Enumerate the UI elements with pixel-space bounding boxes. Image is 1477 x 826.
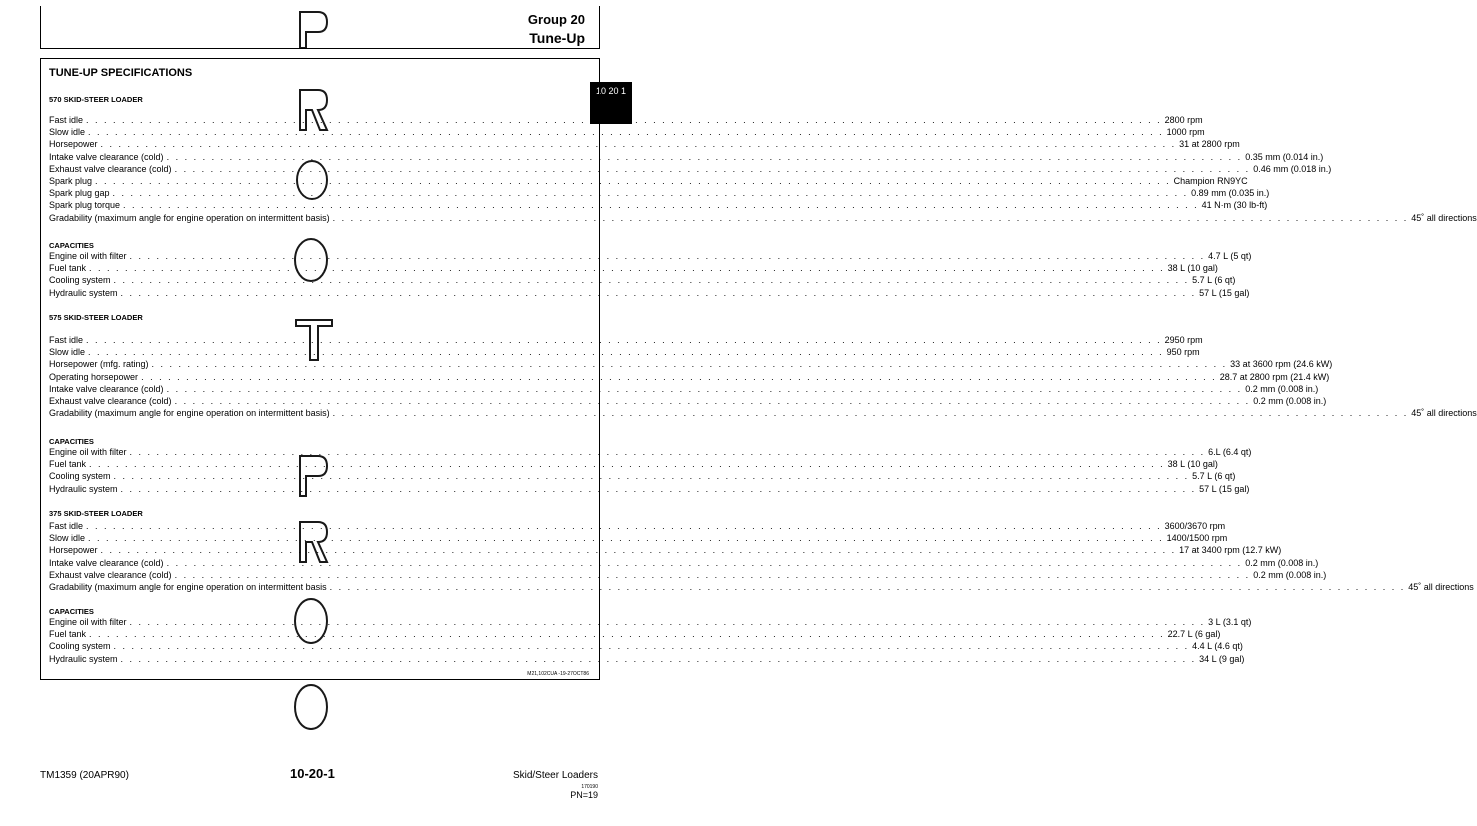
spec-label: Spark plug gap <box>49 188 110 199</box>
footer-pn: PN=19 <box>570 790 598 800</box>
spec-row <box>49 176 1248 188</box>
spec-value: 3600/3670 rpm <box>1164 521 1226 531</box>
spec-label: Spark plug <box>49 176 93 186</box>
spec-value: 45˚ all directions <box>1411 408 1477 419</box>
spec-row <box>49 521 1226 533</box>
spec-label: Fast idle <box>49 115 84 125</box>
spec-row <box>49 251 1252 263</box>
spec-row <box>49 188 1270 200</box>
spec-row <box>49 275 1236 287</box>
leader-dots: . . . . . . . . . . . . . . . . . . . . . . . . . . . . . . . . . . . . . . . . . . . . . . . . . . . . . . . . . . . . . . . . . . . . . . . . . . . . . . . . . . . . . . . . . . . . . . . . . . . . . . . . . . . . . . . . . . . . . . . . <box>174 569 1251 580</box>
spec-value: 2800 rpm <box>1164 115 1203 125</box>
spec-row <box>49 115 1203 127</box>
leader-dots: . . . . . . . . . . . . . . . . . . . . . . . . . . . . . . . . . . . . . . . . . . . . . . . . . . . . . . . . . . . . . . . . . . . . . . . . . . . . . . . . . . . . . . . . . . . . . . . . . . . . . . . . . . . . . . . . . . . . . . . . <box>120 483 1197 494</box>
leader-dots: . . . . . . . . . . . . . . . . . . . . . . . . . . . . . . . . . . . . . . . . . . . . . . . . . . . . . . . . . . . . . . . . . . . . . . . . . . . . . . . . . . . . . . . . . . . . . . . . . . . . . . . . . . . . . . . . . . . . . . . . <box>113 471 1190 482</box>
spec-label: Fast idle <box>49 335 84 345</box>
spec-value: 57 L (15 gal) <box>1199 287 1250 298</box>
leader-dots: . . . . . . . . . . . . . . . . . . . . . . . . . . . . . . . . . . . . . . . . . . . . . . . . . . . . . . . . . . . . . . . . . . . . . . . . . . . . . . . . . . . . . . . . . . . . . . . . . . . . . . . . . . . . . . . . . . . . . . . . <box>112 188 1189 199</box>
loader-575-heading: 575 SKID-STEER LOADER <box>49 313 143 322</box>
loader-375-capacities-heading: CAPACITIES <box>49 607 94 616</box>
spec-row <box>49 163 1332 176</box>
leader-dots: . . . . . . . . . . . . . . . . . . . . . . . . . . . . . . . . . . . . . . . . . . . . . . . . . . . . . . . . . . . . . . . . . . . . . . . . . . . . . . . . . . . . . . . . . . . . . . . . . . . . . . . . . . . . . . . . . . . . . . . . <box>88 127 1164 138</box>
spec-row <box>49 383 1319 396</box>
spec-value: Champion RN9YC <box>1173 176 1248 186</box>
spec-label: Engine oil with filter <box>49 251 127 261</box>
spec-value: 0.2 mm (0.008 in.) <box>1245 383 1319 394</box>
spec-value: 45˚ all directions <box>1411 212 1477 223</box>
spec-value: 5.7 L (6 qt) <box>1192 471 1236 482</box>
spec-value: 45˚ all directions <box>1408 582 1474 592</box>
leader-dots: . . . . . . . . . . . . . . . . . . . . . . . . . . . . . . . . . . . . . . . . . . . . . . . . . . . . . . . . . . . . . . . . . . . . . . . . . . . . . . . . . . . . . . . . . . . . . . . . . . . . . . . . . . . . . . . . . . . . . . . . <box>129 447 1206 457</box>
leader-dots: . . . . . . . . . . . . . . . . . . . . . . . . . . . . . . . . . . . . . . . . . . . . . . . . . . . . . . . . . . . . . . . . . . . . . . . . . . . . . . . . . . . . . . . . . . . . . . . . . . . . . . . . . . . . . . . . . . . . . . . . <box>174 163 1251 174</box>
spec-label: Engine oil with filter <box>49 447 127 457</box>
spec-row <box>49 408 1477 420</box>
spec-value: 17 at 3400 rpm (12.7 kW) <box>1179 545 1282 556</box>
spec-value: 0.89 mm (0.035 in.) <box>1191 188 1270 199</box>
leader-dots: . . . . . . . . . . . . . . . . . . . . . . . . . . . . . . . . . . . . . . . . . . . . . . . . . . . . . . . . . . . . . . . . . . . . . . . . . . . . . . . . . . . . . . . . . . . . . . . . . . . . . . . . . . . . . . . . . . . . . . . . <box>89 263 1165 274</box>
spec-row <box>49 629 1221 641</box>
specifications-title: TUNE-UP SPECIFICATIONS <box>49 67 193 79</box>
spec-value: 34 L (9 gal) <box>1199 653 1245 664</box>
spec-value: 38 L (10 gal) <box>1167 459 1218 470</box>
spec-label: Operating horsepower <box>49 371 139 382</box>
spec-value: 3 L (3.1 qt) <box>1208 617 1252 627</box>
leader-dots: . . . . . . . . . . . . . . . . . . . . . . . . . . . . . . . . . . . . . . . . . . . . . . . . . . . . . . . . . . . . . . . . . . . . . . . . . . . . . . . . . . . . . . . . . . . . . . . . . . . . . . . . . . . . . . . . . . . . . . . . <box>120 287 1197 298</box>
leader-dots: . . . . . . . . . . . . . . . . . . . . . . . . . . . . . . . . . . . . . . . . . . . . . . . . . . . . . . . . . . . . . . . . . . . . . . . . . . . . . . . . . . . . . . . . . . . . . . . . . . . . . . . . . . . . . . . . . . . . . . . . <box>86 115 1162 125</box>
loader-375-heading: 375 SKID-STEER LOADER <box>49 509 143 518</box>
spec-row <box>49 200 1268 212</box>
section-tab: 10 20 1 <box>590 82 632 124</box>
spec-row <box>49 641 1243 653</box>
figure-footnote: M21,102CUA -19-27OCT86 <box>527 671 589 677</box>
spec-row <box>49 533 1228 545</box>
spec-label: Exhaust valve clearance (cold) <box>49 163 172 174</box>
spec-label: Horsepower <box>49 139 98 150</box>
group-title: Tune-Up <box>529 30 585 46</box>
spec-value: 22.7 L (6 gal) <box>1167 629 1221 640</box>
spec-row <box>49 212 1477 225</box>
spec-label: Intake valve clearance (cold) <box>49 151 164 162</box>
group-number: Group 20 <box>527 12 585 27</box>
spec-row <box>49 617 1252 629</box>
spec-value: 0.2 mm (0.008 in.) <box>1253 569 1327 580</box>
spec-row <box>49 359 1333 371</box>
leader-dots: . . . . . . . . . . . . . . . . . . . . . . . . . . . . . . . . . . . . . . . . . . . . . . . . . . . . . . . . . . . . . . . . . . . . . . . . . . . . . . . . . . . . . . . . . . . . . . . . . . . . . . . . . . . . . . . . . . . . . . . . <box>329 582 1406 592</box>
spec-label: Fuel tank <box>49 263 87 274</box>
watermark-o-4 <box>292 682 330 732</box>
spec-label: Gradability (maximum angle for engine operation on intermittent basis <box>49 582 327 592</box>
spec-value: 28.7 at 2800 rpm (21.4 kW) <box>1219 371 1330 382</box>
spec-label: Fast idle <box>49 521 84 531</box>
spec-label: Cooling system <box>49 641 111 652</box>
spec-row <box>49 396 1327 408</box>
spec-row <box>49 582 1474 594</box>
leader-dots: . . . . . . . . . . . . . . . . . . . . . . . . . . . . . . . . . . . . . . . . . . . . . . . . . . . . . . . . . . . . . . . . . . . . . . . . . . . . . . . . . . . . . . . . . . . . . . . . . . . . . . . . . . . . . . . . . . . . . . . . <box>88 533 1164 544</box>
leader-dots: . . . . . . . . . . . . . . . . . . . . . . . . . . . . . . . . . . . . . . . . . . . . . . . . . . . . . . . . . . . . . . . . . . . . . . . . . . . . . . . . . . . . . . . . . . . . . . . . . . . . . . . . . . . . . . . . . . . . . . . . <box>86 335 1162 345</box>
leader-dots: . . . . . . . . . . . . . . . . . . . . . . . . . . . . . . . . . . . . . . . . . . . . . . . . . . . . . . . . . . . . . . . . . . . . . . . . . . . . . . . . . . . . . . . . . . . . . . . . . . . . . . . . . . . . . . . . . . . . . . . . <box>95 176 1171 186</box>
spec-value: 0.35 mm (0.014 in.) <box>1245 151 1324 162</box>
spec-label: Gradability (maximum angle for engine operation on intermittent basis) <box>49 212 330 223</box>
spec-label: Cooling system <box>49 275 111 286</box>
spec-value: 6.L (6.4 qt) <box>1208 447 1252 457</box>
leader-dots: . . . . . . . . . . . . . . . . . . . . . . . . . . . . . . . . . . . . . . . . . . . . . . . . . . . . . . . . . . . . . . . . . . . . . . . . . . . . . . . . . . . . . . . . . . . . . . . . . . . . . . . . . . . . . . . . . . . . . . . . <box>166 151 1243 162</box>
loader-575-capacities-heading: CAPACITIES <box>49 437 94 446</box>
spec-row <box>49 151 1324 164</box>
spec-label: Spark plug torque <box>49 200 121 211</box>
leader-dots: . . . . . . . . . . . . . . . . . . . . . . . . . . . . . . . . . . . . . . . . . . . . . . . . . . . . . . . . . . . . . . . . . . . . . . . . . . . . . . . . . . . . . . . . . . . . . . . . . . . . . . . . . . . . . . . . . . . . . . . . <box>89 629 1165 640</box>
leader-dots: . . . . . . . . . . . . . . . . . . . . . . . . . . . . . . . . . . . . . . . . . . . . . . . . . . . . . . . . . . . . . . . . . . . . . . . . . . . . . . . . . . . . . . . . . . . . . . . . . . . . . . . . . . . . . . . . . . . . . . . . <box>86 521 1162 531</box>
spec-value: 31 at 2800 rpm <box>1179 139 1240 150</box>
leader-dots: . . . . . . . . . . . . . . . . . . . . . . . . . . . . . . . . . . . . . . . . . . . . . . . . . . . . . . . . . . . . . . . . . . . . . . . . . . . . . . . . . . . . . . . . . . . . . . . . . . . . . . . . . . . . . . . . . . . . . . . . <box>332 408 1409 419</box>
spec-value: 0.2 mm (0.008 in.) <box>1245 557 1319 568</box>
spec-value: 950 rpm <box>1166 347 1200 358</box>
leader-dots: . . . . . . . . . . . . . . . . . . . . . . . . . . . . . . . . . . . . . . . . . . . . . . . . . . . . . . . . . . . . . . . . . . . . . . . . . . . . . . . . . . . . . . . . . . . . . . . . . . . . . . . . . . . . . . . . . . . . . . . . <box>166 383 1243 394</box>
spec-label: Exhaust valve clearance (cold) <box>49 569 172 580</box>
spec-value: 33 at 3600 rpm (24.6 kW) <box>1230 359 1333 370</box>
leader-dots: . . . . . . . . . . . . . . . . . . . . . . . . . . . . . . . . . . . . . . . . . . . . . . . . . . . . . . . . . . . . . . . . . . . . . . . . . . . . . . . . . . . . . . . . . . . . . . . . . . . . . . . . . . . . . . . . . . . . . . . . <box>113 275 1190 286</box>
spec-row <box>49 371 1330 384</box>
spec-value: 0.46 mm (0.018 in.) <box>1253 163 1332 174</box>
loader-570-heading: 570 SKID-STEER LOADER <box>49 95 143 104</box>
spec-label: Gradability (maximum angle for engine operation on intermittent basis) <box>49 408 330 419</box>
spec-value: 5.7 L (6 qt) <box>1192 275 1236 286</box>
leader-dots: . . . . . . . . . . . . . . . . . . . . . . . . . . . . . . . . . . . . . . . . . . . . . . . . . . . . . . . . . . . . . . . . . . . . . . . . . . . . . . . . . . . . . . . . . . . . . . . . . . . . . . . . . . . . . . . . . . . . . . . . <box>100 139 1177 150</box>
spec-label: Hydraulic system <box>49 653 118 664</box>
spec-label: Fuel tank <box>49 629 87 640</box>
spec-value: 38 L (10 gal) <box>1167 263 1218 274</box>
leader-dots: . . . . . . . . . . . . . . . . . . . . . . . . . . . . . . . . . . . . . . . . . . . . . . . . . . . . . . . . . . . . . . . . . . . . . . . . . . . . . . . . . . . . . . . . . . . . . . . . . . . . . . . . . . . . . . . . . . . . . . . . <box>174 396 1251 406</box>
spec-label: Hydraulic system <box>49 287 118 298</box>
spec-value: 4.4 L (4.6 qt) <box>1192 641 1243 652</box>
spec-label: Engine oil with filter <box>49 617 127 627</box>
spec-row <box>49 139 1240 151</box>
spec-value: 1000 rpm <box>1166 127 1205 138</box>
leader-dots: . . . . . . . . . . . . . . . . . . . . . . . . . . . . . . . . . . . . . . . . . . . . . . . . . . . . . . . . . . . . . . . . . . . . . . . . . . . . . . . . . . . . . . . . . . . . . . . . . . . . . . . . . . . . . . . . . . . . . . . . <box>89 459 1165 470</box>
spec-row <box>49 127 1205 139</box>
spec-row <box>49 335 1203 347</box>
loader-570-capacities-heading: CAPACITIES <box>49 241 94 250</box>
spec-label: Horsepower (mfg. rating) <box>49 359 149 370</box>
spec-row <box>49 347 1200 359</box>
footer-page-number: 10-20-1 <box>290 766 335 781</box>
spec-value: 41 N·m (30 lb-ft) <box>1201 200 1268 211</box>
spec-label: Slow idle <box>49 127 86 138</box>
leader-dots: . . . . . . . . . . . . . . . . . . . . . . . . . . . . . . . . . . . . . . . . . . . . . . . . . . . . . . . . . . . . . . . . . . . . . . . . . . . . . . . . . . . . . . . . . . . . . . . . . . . . . . . . . . . . . . . . . . . . . . . . <box>332 212 1409 223</box>
spec-value: 4.7 L (5 qt) <box>1208 251 1252 261</box>
spec-label: Slow idle <box>49 347 86 358</box>
leader-dots: . . . . . . . . . . . . . . . . . . . . . . . . . . . . . . . . . . . . . . . . . . . . . . . . . . . . . . . . . . . . . . . . . . . . . . . . . . . . . . . . . . . . . . . . . . . . . . . . . . . . . . . . . . . . . . . . . . . . . . . . <box>129 617 1206 627</box>
spec-value: 0.2 mm (0.008 in.) <box>1253 396 1327 406</box>
spec-label: Fuel tank <box>49 459 87 470</box>
spec-label: Intake valve clearance (cold) <box>49 383 164 394</box>
spec-row <box>49 471 1236 483</box>
spec-row <box>49 263 1218 275</box>
spec-row <box>49 483 1250 496</box>
leader-dots: . . . . . . . . . . . . . . . . . . . . . . . . . . . . . . . . . . . . . . . . . . . . . . . . . . . . . . . . . . . . . . . . . . . . . . . . . . . . . . . . . . . . . . . . . . . . . . . . . . . . . . . . . . . . . . . . . . . . . . . . <box>166 557 1243 568</box>
spec-value: 2950 rpm <box>1164 335 1203 345</box>
watermark-p-1 <box>294 10 330 50</box>
leader-dots: . . . . . . . . . . . . . . . . . . . . . . . . . . . . . . . . . . . . . . . . . . . . . . . . . . . . . . . . . . . . . . . . . . . . . . . . . . . . . . . . . . . . . . . . . . . . . . . . . . . . . . . . . . . . . . . . . . . . . . . . <box>129 251 1206 261</box>
leader-dots: . . . . . . . . . . . . . . . . . . . . . . . . . . . . . . . . . . . . . . . . . . . . . . . . . . . . . . . . . . . . . . . . . . . . . . . . . . . . . . . . . . . . . . . . . . . . . . . . . . . . . . . . . . . . . . . . . . . . . . . . <box>100 545 1177 556</box>
footer-code: 170190 <box>581 784 598 790</box>
spec-label: Horsepower <box>49 545 98 556</box>
spec-row <box>49 447 1252 459</box>
spec-label: Slow idle <box>49 533 86 544</box>
spec-label: Exhaust valve clearance (cold) <box>49 396 172 406</box>
leader-dots: . . . . . . . . . . . . . . . . . . . . . . . . . . . . . . . . . . . . . . . . . . . . . . . . . . . . . . . . . . . . . . . . . . . . . . . . . . . . . . . . . . . . . . . . . . . . . . . . . . . . . . . . . . . . . . . . . . . . . . . . <box>120 653 1197 664</box>
spec-value: 57 L (15 gal) <box>1199 483 1250 494</box>
spec-row <box>49 653 1245 666</box>
leader-dots: . . . . . . . . . . . . . . . . . . . . . . . . . . . . . . . . . . . . . . . . . . . . . . . . . . . . . . . . . . . . . . . . . . . . . . . . . . . . . . . . . . . . . . . . . . . . . . . . . . . . . . . . . . . . . . . . . . . . . . . . <box>113 641 1190 652</box>
spec-label: Hydraulic system <box>49 483 118 494</box>
spec-row <box>49 287 1250 300</box>
spec-row <box>49 557 1319 570</box>
spec-row <box>49 569 1327 582</box>
leader-dots: . . . . . . . . . . . . . . . . . . . . . . . . . . . . . . . . . . . . . . . . . . . . . . . . . . . . . . . . . . . . . . . . . . . . . . . . . . . . . . . . . . . . . . . . . . . . . . . . . . . . . . . . . . . . . . . . . . . . . . . . <box>123 200 1199 211</box>
footer-title: Skid/Steer Loaders <box>512 770 598 781</box>
spec-value: 1400/1500 rpm <box>1166 533 1228 544</box>
spec-label: Cooling system <box>49 471 111 482</box>
footer-manual-id: TM1359 (20APR90) <box>40 770 129 781</box>
leader-dots: . . . . . . . . . . . . . . . . . . . . . . . . . . . . . . . . . . . . . . . . . . . . . . . . . . . . . . . . . . . . . . . . . . . . . . . . . . . . . . . . . . . . . . . . . . . . . . . . . . . . . . . . . . . . . . . . . . . . . . . . <box>141 371 1217 382</box>
spec-row <box>49 545 1282 557</box>
spec-row <box>49 459 1218 471</box>
spec-label: Intake valve clearance (cold) <box>49 557 164 568</box>
leader-dots: . . . . . . . . . . . . . . . . . . . . . . . . . . . . . . . . . . . . . . . . . . . . . . . . . . . . . . . . . . . . . . . . . . . . . . . . . . . . . . . . . . . . . . . . . . . . . . . . . . . . . . . . . . . . . . . . . . . . . . . . <box>88 347 1164 358</box>
leader-dots: . . . . . . . . . . . . . . . . . . . . . . . . . . . . . . . . . . . . . . . . . . . . . . . . . . . . . . . . . . . . . . . . . . . . . . . . . . . . . . . . . . . . . . . . . . . . . . . . . . . . . . . . . . . . . . . . . . . . . . . . <box>151 359 1228 370</box>
